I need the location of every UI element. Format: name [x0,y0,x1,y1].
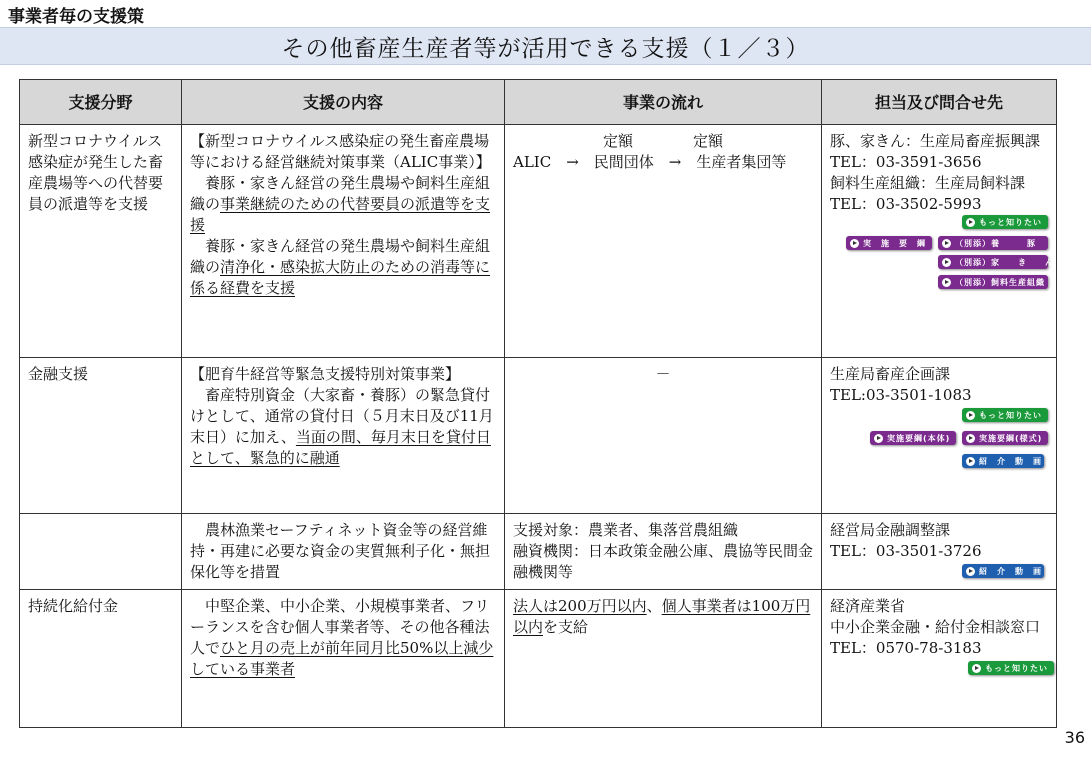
more-info-button[interactable]: もっと知りたい [962,408,1048,422]
arrow-icon [942,258,951,267]
content-title: 【肥育牛経営等緊急支援特別対策事業】 [190,365,461,383]
page-title: その他畜産生産者等が活用できる支援（１／３） [0,27,1091,65]
more-info-button[interactable]: もっと知りたい [968,661,1054,675]
content-cell [182,125,505,358]
arrow-icon [966,457,975,466]
content-paragraph: 中堅企業、中小企業、小規模事業者、フリーランスを含む個人事業者等、その他各種法人でひと月の売上が前年同月比50%以上減少している事業者 [190,597,494,678]
flow-cell [505,358,822,514]
contact-text: 豚、家きん：生産局畜産振興課 TEL：03-3591-3656 飼料生産組織：生産局飼料課 TEL：03-3502-5993 [830,132,1041,213]
intro-video-button[interactable]: 紹 介 動 画 [962,454,1044,468]
implementation-guidelines-button[interactable]: 実 施 要 綱 [846,236,932,250]
arrow-icon [942,239,951,248]
contact-cell [822,590,1057,728]
field-cell: 持続化給付金 [20,590,182,728]
more-info-button[interactable]: もっと知りたい [962,215,1048,229]
arrow-icon [972,664,981,673]
table-row [20,125,1057,358]
column-header: 支援の内容 [182,80,505,125]
intro-video-button[interactable]: 紹 介 動 画 [962,564,1044,578]
flow-labels: 定額 定額 [602,132,723,150]
contact-text: 生産局畜産企画課 TEL:03-3501-1083 [830,365,972,404]
content-paragraph: 養豚・家きん経営の発生農場や飼料生産組織の清浄化・感染拡大防止のための消毒等に係る経費を支援 [190,237,491,297]
arrow-icon [850,239,859,248]
guidelines-main-button[interactable]: 実施要綱(本体) [870,431,956,445]
contact-cell [822,514,1057,590]
field-cell [20,514,182,590]
table-row [20,358,1057,514]
flow-main: － [655,365,671,383]
flow-cell [505,514,822,590]
content-cell [182,590,505,728]
arrow-icon [966,434,975,443]
arrow-icon [874,434,883,443]
content-paragraph: 畜産特別資金（大家畜・養豚）の緊急貸付けとして、通常の貸付日（５月末日及び11月末日）に加え、当面の間、毎月末日を貸付日として、緊急的に融通 [190,386,494,467]
field-cell: 金融支援 [20,358,182,514]
table-row [20,514,1057,590]
flow-cell [505,590,822,728]
section-tag: 事業者毎の支援策 [8,7,144,27]
appendix-pig-button[interactable]: （別添）養 豚 [938,236,1048,250]
field-cell: 新型コロナウイルス感染症が発生した畜産農場等への代替要員の派遣等を支援 [20,125,182,358]
flow-cell [505,125,822,358]
contact-text: 経営局金融調整課 TEL：03-3501-3726 [830,521,982,560]
contact-cell [822,358,1057,514]
page-number: 36 [1064,728,1085,747]
support-table [19,79,1057,728]
content-cell [182,514,505,590]
column-header: 担当及び問合せ先 [822,80,1057,125]
arrow-icon [966,411,975,420]
flow-main: 支援対象：農業者、集落営農組織 融資機関：日本政策金融公庫、農協等民間金融機関等 [513,521,814,581]
table-row [20,590,1057,728]
flow-main: ALIC → 民間団体 → 生産者集団等 [513,153,787,171]
appendix-poultry-button[interactable]: （別添）家 き ん [938,255,1048,269]
arrow-icon [966,218,975,227]
column-header: 事業の流れ [505,80,822,125]
column-header: 支援分野 [20,80,182,125]
contact-text: 経済産業省 中小企業金融・給付金相談窓口 TEL：0570-78-3183 [830,597,1041,657]
guidelines-forms-button[interactable]: 実施要綱(様式) [962,431,1048,445]
content-paragraph: 農林漁業セーフティネット資金等の経営維持・再建に必要な資金の実質無利子化・無担保化等を措置 [190,521,491,581]
arrow-icon [966,567,975,576]
content-cell [182,358,505,514]
arrow-icon [942,278,951,287]
flow-main: 法人は200万円以内、個人事業者は100万円以内を支給 [513,597,811,636]
appendix-feed-button[interactable]: （別添）飼料生産組織 [938,275,1048,289]
contact-cell [822,125,1057,358]
table-header-row [20,80,1057,125]
content-paragraph: 養豚・家きん経営の発生農場や飼料生産組織の事業継続のための代替要員の派遣等を支援 [190,174,491,234]
content-title: 【新型コロナウイルス感染症の発生畜産農場等における経営継続対策事業（ALIC事業）】 [190,132,491,171]
